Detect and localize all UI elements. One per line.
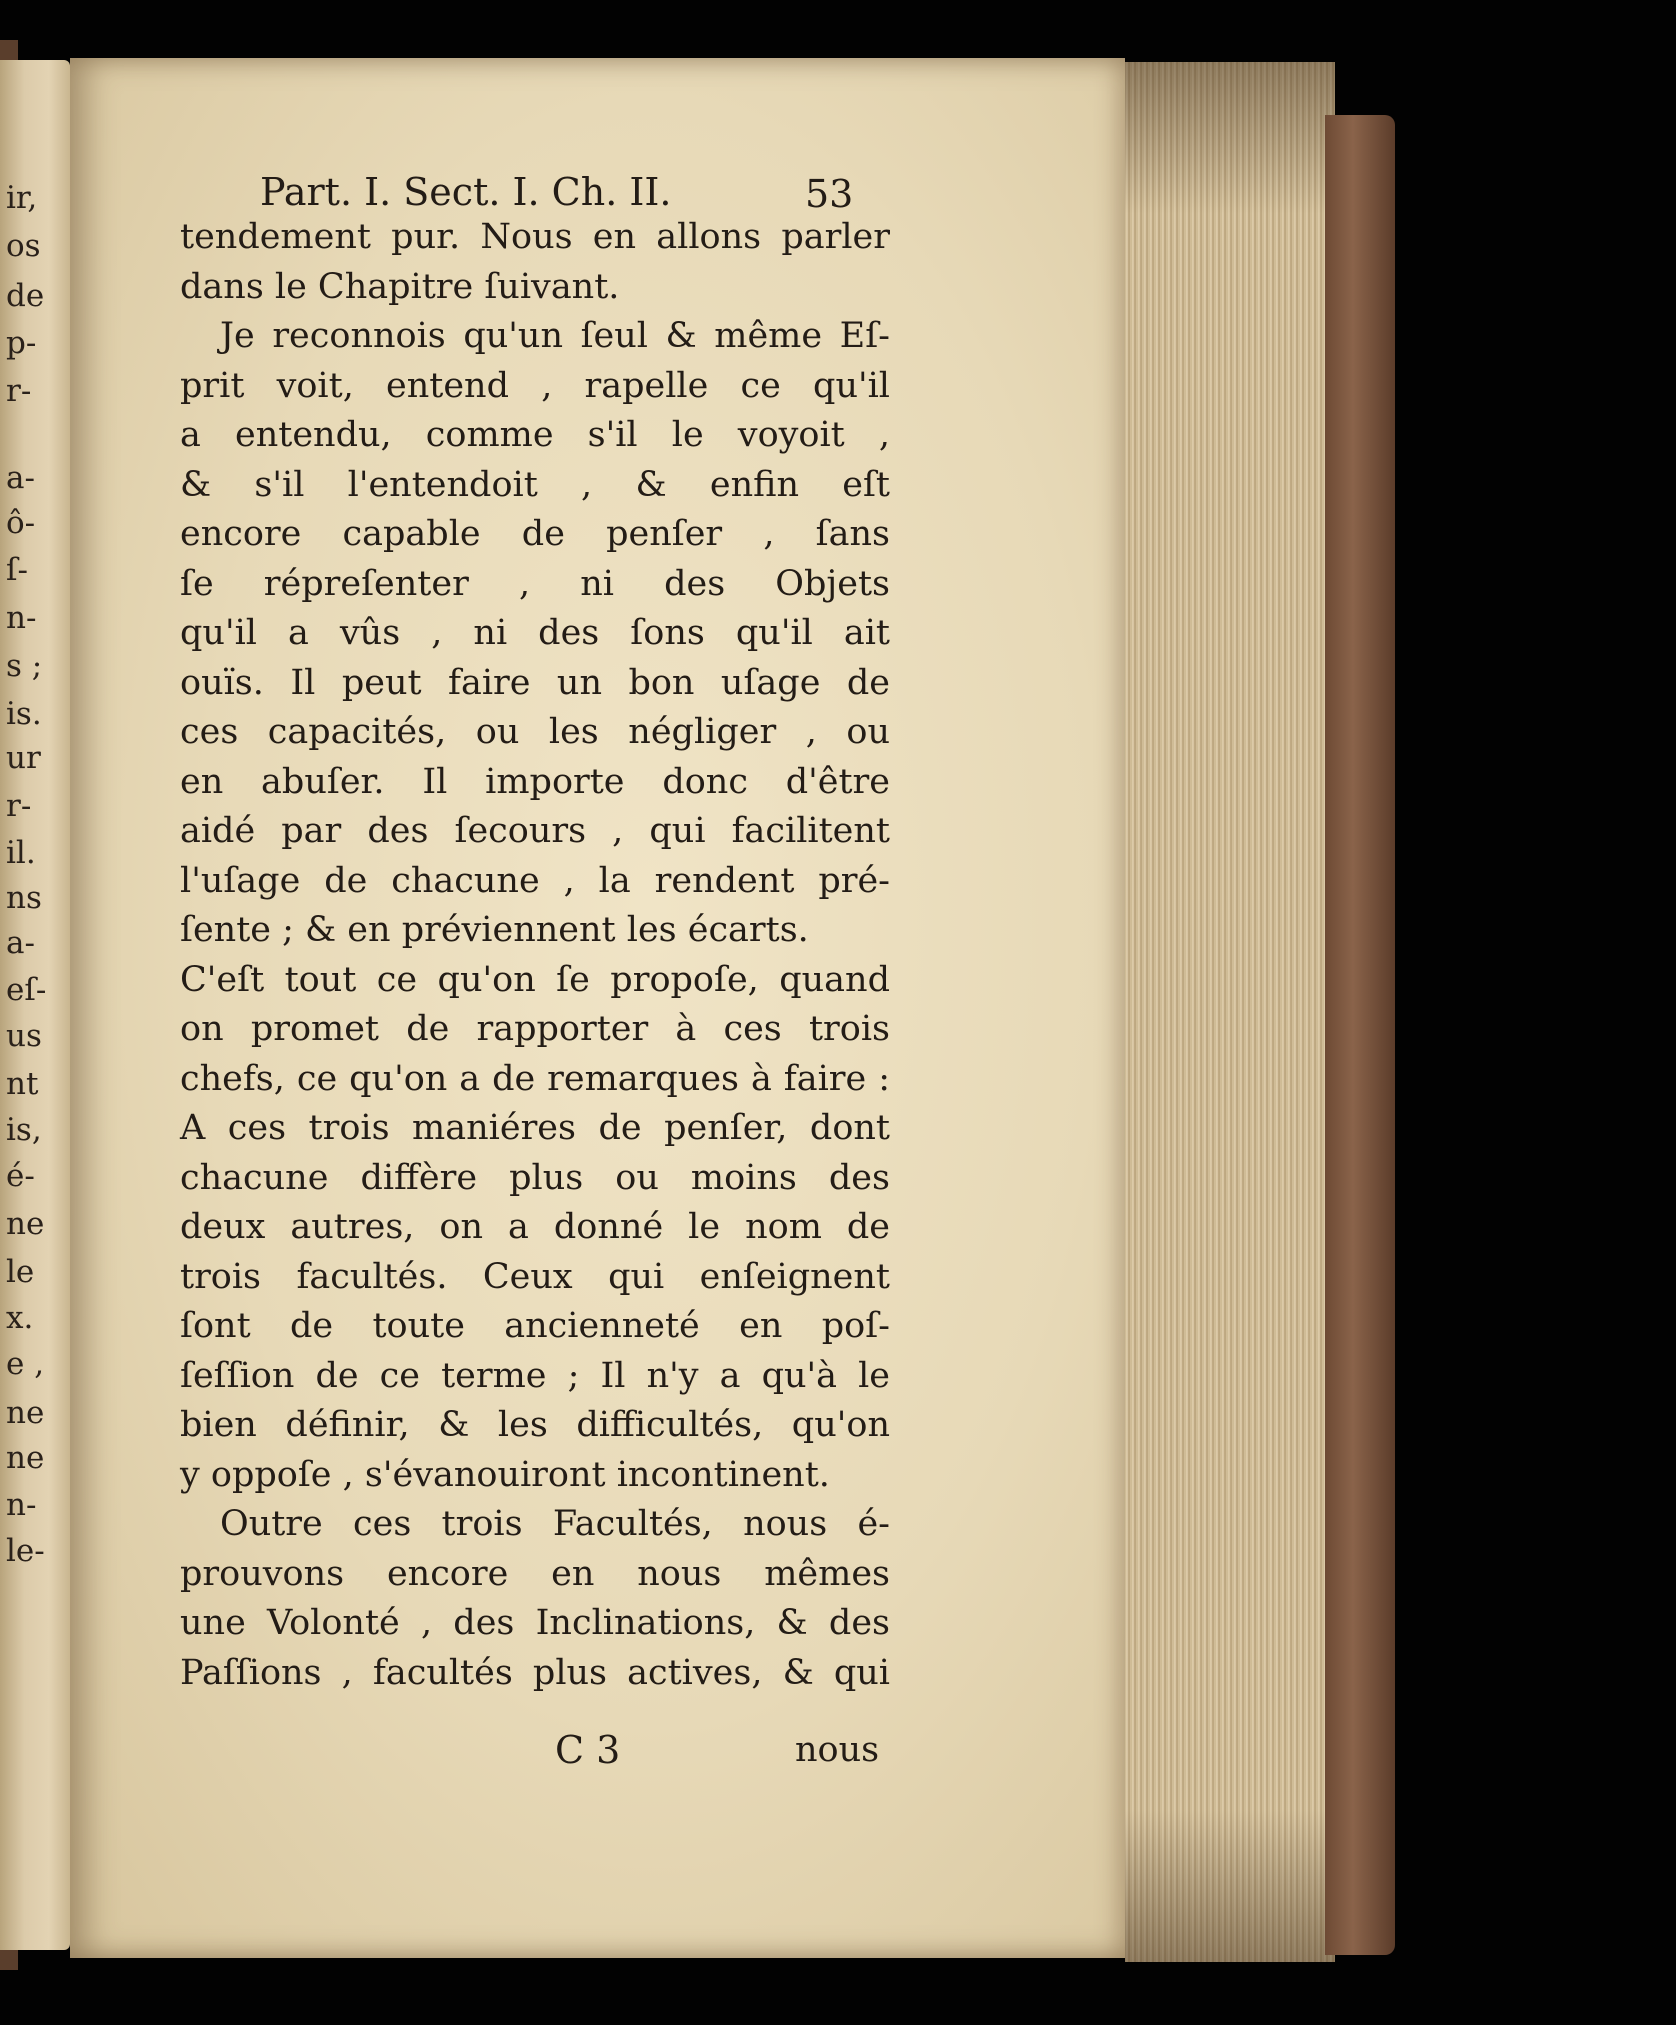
left-page-fragment: us (6, 1018, 42, 1054)
text-line: y oppoſe , s'évanouiront incontinent. (180, 1454, 830, 1495)
left-page-fragment: a- (6, 460, 35, 496)
left-page-fragment: il. (6, 835, 36, 871)
back-cover-board (1325, 115, 1395, 1955)
text-line: Je reconnois qu'un ſeul & même Eſ- (220, 316, 890, 356)
left-page-fragment: a- (6, 925, 35, 961)
text-line: prouvons encore en nous mêmes (180, 1553, 890, 1594)
left-page-fragment: ne (6, 1440, 45, 1476)
left-page-fragment: is, (6, 1112, 42, 1148)
text-line: ouïs. Il peut faire un bon uſage de (180, 662, 890, 703)
text-line: l'uſage de chacune , la rendent pré- (180, 860, 890, 901)
signature-mark: C 3 (555, 1728, 621, 1772)
text-line: a entendu, comme s'il le voyoit , (180, 415, 890, 455)
left-page-fragment: s ; (6, 648, 43, 684)
catchword: nous (795, 1730, 880, 1770)
left-page-fragment: r- (6, 373, 32, 409)
left-page-fragment: le (6, 1254, 35, 1290)
text-line: prit voit, entend , rapelle ce qu'il (180, 365, 890, 406)
text-line: ſont de toute ancienneté en poſ- (180, 1306, 890, 1346)
left-page-fragment: x. (6, 1300, 34, 1336)
text-line: ſe répreſenter , ni des Objets (180, 563, 890, 604)
left-page-fragment: n- (6, 1487, 37, 1523)
left-page-fragment: n- (6, 600, 37, 636)
left-page-fragment: de (6, 278, 45, 314)
text-line: A ces trois maniéres de penſer, dont (180, 1108, 890, 1148)
left-page-fragment: os (6, 228, 41, 264)
left-page-fragment: ur (6, 740, 41, 776)
text-line: Outre ces trois Facultés, nous é- (220, 1504, 890, 1544)
left-page-fragment: ne (6, 1206, 45, 1242)
text-line: chacune diffère plus ou moins des (180, 1157, 890, 1198)
left-page-fragment: ô- (6, 505, 36, 541)
fore-edge-shadow (1125, 62, 1335, 1962)
text-line: on promet de rapporter à ces trois (180, 1009, 890, 1049)
text-line: bien définir, & les difficultés, qu'on (180, 1405, 890, 1445)
left-page-fragment: ir, (6, 180, 38, 216)
page-number: 53 (805, 172, 854, 216)
text-line: aidé par des ſecours , qui facilitent (180, 811, 890, 851)
text-line: ſente ; & en préviennent les écarts. (180, 910, 809, 950)
text-line: une Volonté , des Inclinations, & des (180, 1603, 890, 1643)
text-line: encore capable de penſer , ſans (180, 514, 890, 554)
text-line: dans le Chapitre ſuivant. (180, 266, 620, 307)
left-page-fragment: p- (6, 325, 37, 361)
left-page-fragment: e , (6, 1346, 45, 1382)
left-page-fragment: eſ- (6, 972, 47, 1008)
text-line: Paſſions , facultés plus actives, & qui (180, 1652, 890, 1693)
text-line: & s'il l'entendoit , & enfin eſt (180, 464, 890, 505)
text-line: en abuſer. Il importe donc d'être (180, 761, 890, 802)
text-line: ſeſſion de ce terme ; Il n'y a qu'à le (180, 1355, 890, 1396)
text-line: tendement pur. Nous en allons parler (180, 217, 890, 257)
left-page-fragment: nt (6, 1066, 39, 1102)
left-page-fragment: ne (6, 1395, 45, 1431)
left-page-fragment: ns (6, 880, 42, 916)
left-page-fragment: le- (6, 1533, 45, 1569)
text-line: trois facultés. Ceux qui enſeignent (180, 1256, 890, 1297)
text-line: qu'il a vûs , ni des ſons qu'il ait (180, 613, 890, 653)
left-page-fragment: is. (6, 696, 42, 732)
text-line: ces capacités, ou les négliger , ou (180, 712, 890, 752)
text-line: deux autres, on a donné le nom de (180, 1207, 890, 1247)
left-page-fragment: ſ- (6, 552, 28, 588)
left-page-fragment: r- (6, 788, 32, 824)
running-head: Part. I. Sect. I. Ch. II. (260, 170, 672, 214)
text-line: chefs, ce qu'on a de remarques à faire : (180, 1058, 890, 1099)
left-page-fragment: é- (6, 1158, 35, 1194)
text-line: C'eſt tout ce qu'on ſe propoſe, quand (180, 959, 890, 1000)
